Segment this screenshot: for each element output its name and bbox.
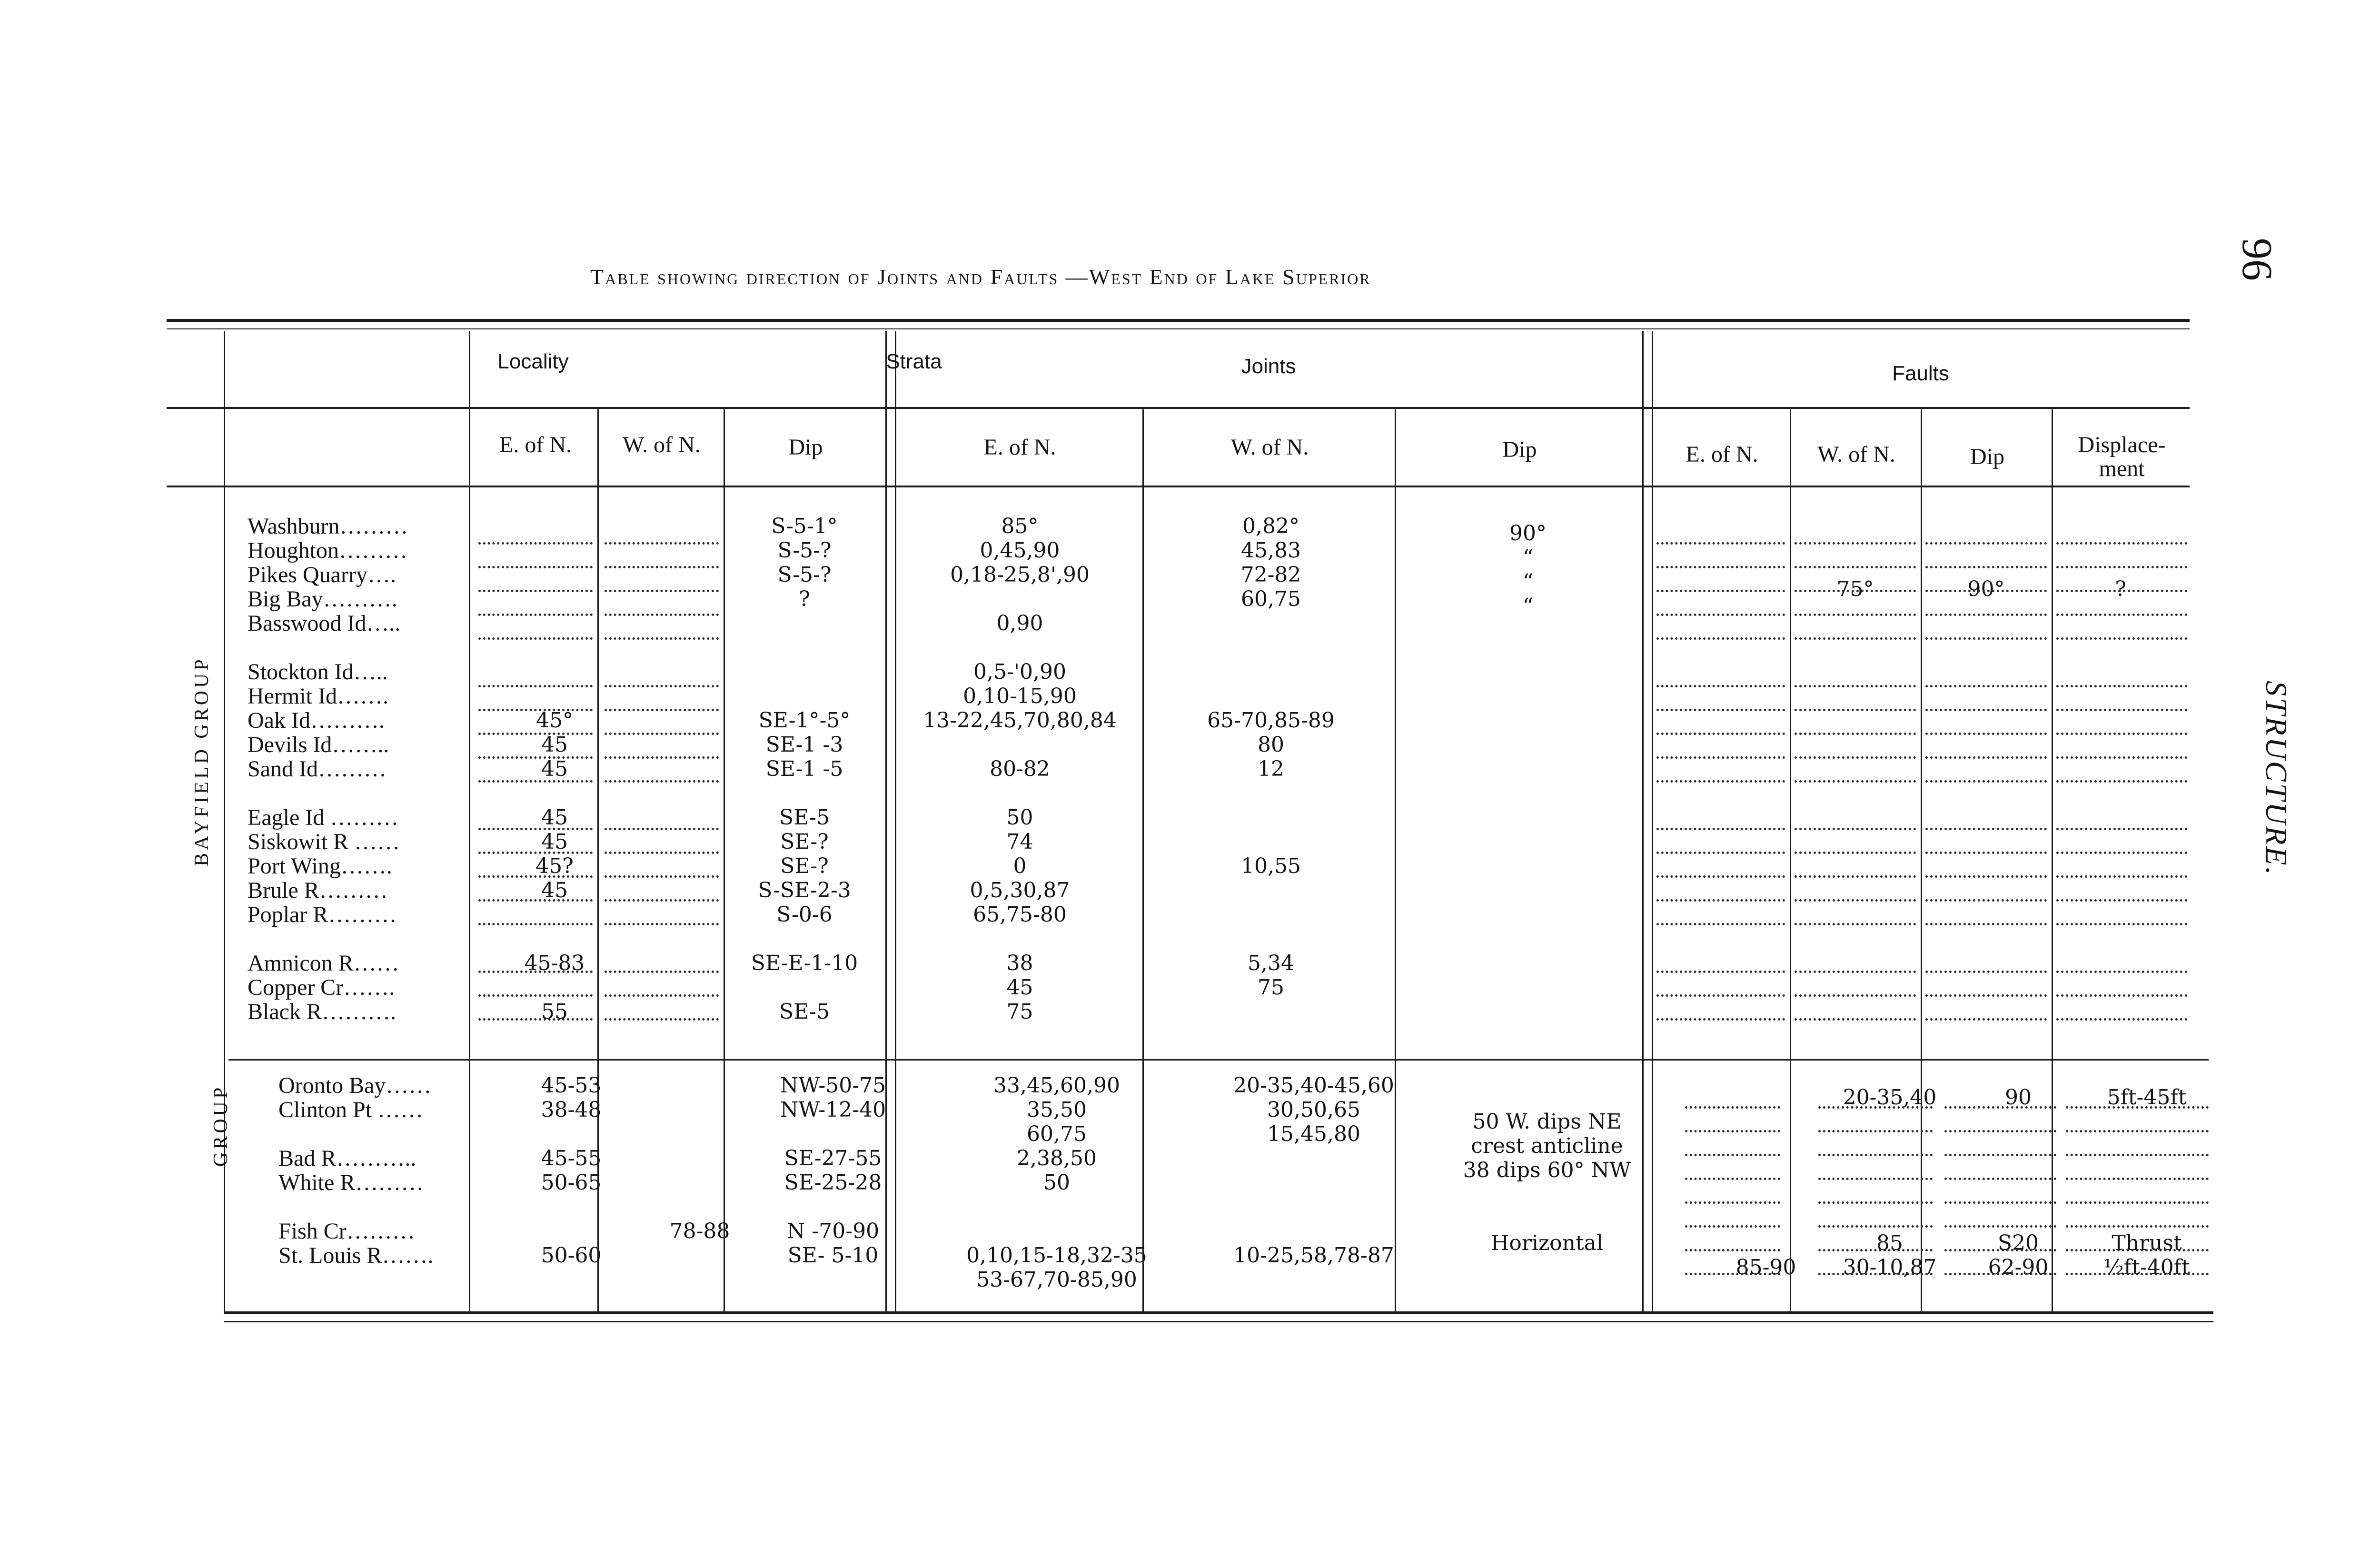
leader-dots-row (1944, 1249, 2056, 1251)
leader-dots-row (1925, 733, 2047, 735)
leader-dots-row (478, 614, 593, 616)
leader-dots-row (605, 923, 719, 925)
leader-dots-row (1656, 542, 1785, 545)
second-group-displacement: 5ft-45ft Thrust ½ft-40ft (2103, 1085, 2190, 1279)
leader-dots-row (1795, 923, 1916, 925)
leader-dots-row (478, 709, 593, 711)
leader-dots-row (2056, 590, 2187, 592)
leader-dots-row (1795, 542, 1916, 545)
leader-dots-row (1925, 566, 2047, 568)
leader-dots-row (1656, 899, 1785, 902)
leader-dots-row (1925, 614, 2047, 616)
leader-dots-row (1925, 542, 2047, 545)
leader-dots-row (1685, 1178, 1780, 1180)
group-divider-rule (228, 1059, 2209, 1061)
leader-dots-row (1795, 1018, 1916, 1021)
bayfield-faults-dip: 90° (1967, 577, 2005, 601)
leader-dots-row (1818, 1225, 1933, 1228)
leader-dots-row (478, 1018, 593, 1021)
leader-dots-row (478, 899, 593, 902)
leader-dots-row (605, 971, 719, 973)
leader-dots-row (1795, 828, 1916, 830)
leader-dots-row (605, 1018, 719, 1021)
leader-dots-row (1656, 1018, 1785, 1021)
bayfield-displacement: ? (2115, 577, 2126, 601)
leader-dots-row (605, 709, 719, 711)
group-label-bayfield: BAYFIELD GROUP (191, 656, 213, 867)
second-group-strata-dip: NW-50-75 NW-12-40 SE-27-55 SE-25-28 N -70-90 SE- 5-10 (780, 1073, 886, 1268)
leader-dots-row (1685, 1249, 1780, 1251)
subheader-faults-dip: Dip (1970, 444, 2004, 469)
second-group-localities: Oronto Bay…… Clinton Pt …… Bad R……….. White R……… Fish Cr……… St. Louis R……. (278, 1073, 434, 1268)
header-strata: Strata (886, 350, 942, 373)
top-rule-inner (167, 328, 2190, 329)
leader-dots-row (1656, 875, 1785, 878)
leader-dots-row (605, 637, 719, 640)
leader-dots-row (1925, 899, 2047, 902)
leader-dots-row (2056, 756, 2187, 759)
subheader-strata-w: W. of N. (623, 432, 701, 457)
header-locality: Locality (497, 350, 569, 373)
leader-dots-row (1944, 1201, 2056, 1204)
bayfield-strata-dip: S-5-1° S-5-? S-5-? ? SE-1°-5° SE-1 -3 SE-1 -5 SE-5 SE-? SE-? S-SE-2-3 S-0-6 SE-E-1-10 SE-5 (751, 514, 858, 1024)
leader-dots-row (1818, 1273, 1933, 1275)
leader-dots-row (1818, 1106, 1933, 1109)
leader-dots-row (2056, 566, 2187, 568)
leader-dots-row (605, 852, 719, 854)
top-rule (167, 319, 2190, 322)
bayfield-joints-e: 85° 0,45,90 0,18-25,8',90 0,90 0,5-'0,90 0,10-15,90 13-22,45,70,80,84 80-82 50 74 0 0,5,30,87 65,75-80 38 45 75 (923, 514, 1117, 1024)
leader-dots-row (2066, 1225, 2209, 1228)
leader-dots-row (1818, 1130, 1933, 1132)
leader-dots-row (2066, 1178, 2209, 1180)
leader-dots-row (2066, 1106, 2209, 1109)
leader-dots-row (1656, 709, 1785, 711)
second-group-strata-e: 45-53 38-48 45-55 50-65 50-60 (541, 1073, 602, 1268)
leader-dots-row (478, 637, 593, 640)
leader-dots-row (1795, 971, 1916, 973)
bayfield-faults-w: 75° (1836, 577, 1874, 601)
header-joints: Joints (1241, 355, 1296, 378)
leader-dots-row (1656, 733, 1785, 735)
leader-dots-row (1795, 780, 1916, 783)
leader-dots-row (2066, 1249, 2209, 1251)
leader-dots-row (1656, 590, 1785, 592)
leader-dots-row (605, 828, 719, 830)
bottom-rule-inner (224, 1321, 2213, 1322)
leader-dots-row (605, 566, 719, 568)
leader-dots-row (1944, 1273, 2056, 1275)
leader-dots-row (1656, 614, 1785, 616)
leader-dots-row (605, 899, 719, 902)
leader-dots-row (1685, 1106, 1780, 1109)
leader-dots-row (1795, 733, 1916, 735)
leader-dots-row (478, 756, 593, 759)
leader-dots-row (1795, 590, 1916, 592)
leader-dots-row (1925, 994, 2047, 997)
leader-dots-row (2056, 709, 2187, 711)
second-group-faults-e: 85-90 (1735, 1255, 1796, 1279)
leader-dots-row (478, 828, 593, 830)
leader-dots-row (2056, 733, 2187, 735)
leader-dots-row (1925, 685, 2047, 687)
bayfield-joints-w: 0,82° 45,83 72-82 60,75 65-70,85-89 80 12 10,55 5,34 75 (1207, 514, 1335, 1000)
leader-dots-row (1795, 637, 1916, 640)
bayfield-joints-dip: 90° “ “ “ (1509, 521, 1547, 618)
leader-dots-row (1656, 923, 1785, 925)
leader-dots-row (1656, 637, 1785, 640)
subheader-joints-e: E. of N. (983, 435, 1056, 460)
leader-dots-row (1656, 756, 1785, 759)
leader-dots-row (478, 566, 593, 568)
leader-dots-row (2056, 614, 2187, 616)
bottom-rule (224, 1311, 2213, 1314)
leader-dots-row (1944, 1106, 2056, 1109)
leader-dots-row (1925, 971, 2047, 973)
leader-dots-row (1795, 566, 1916, 568)
leader-dots-row (1944, 1154, 2056, 1156)
leader-dots-row (1925, 709, 2047, 711)
leader-dots-row (1925, 852, 2047, 854)
leader-dots-row (478, 590, 593, 592)
leader-dots-row (478, 780, 593, 783)
leader-dots-row (2056, 780, 2187, 783)
leader-dots-row (2056, 1018, 2187, 1021)
leader-dots-row (1925, 780, 2047, 783)
leader-dots-row (1685, 1225, 1780, 1228)
header-faults: Faults (1892, 362, 1949, 385)
leader-dots-row (2066, 1201, 2209, 1204)
leader-dots-row (2056, 923, 2187, 925)
leader-dots-row (478, 994, 593, 997)
leader-dots-row (1685, 1273, 1780, 1275)
leader-dots-row (1925, 875, 2047, 878)
leader-dots-row (478, 971, 593, 973)
leader-dots-row (2056, 971, 2187, 973)
leader-dots-row (1925, 923, 2047, 925)
leader-dots-row (1656, 971, 1785, 973)
leader-dots-row (1944, 1225, 2056, 1228)
subheader-displacement: Displace- ment (2078, 432, 2166, 481)
leader-dots-row (1795, 994, 1916, 997)
leader-dots-row (1818, 1154, 1933, 1156)
leader-dots-row (605, 614, 719, 616)
subheader-faults-w: W. of N. (1817, 442, 1895, 467)
second-group-joints-dip: 50 W. dips NE crest anticline 38 dips 60° NW Horizontal (1463, 1110, 1631, 1255)
second-group-faults-dip: 90 S20 62-90 (1988, 1085, 2049, 1279)
leader-dots-row (1925, 1018, 2047, 1021)
leader-dots-row (1944, 1178, 2056, 1180)
leader-dots-row (1795, 614, 1916, 616)
leader-dots-row (605, 542, 719, 545)
subheader-strata-dip: Dip (788, 435, 823, 460)
leader-dots-row (2066, 1130, 2209, 1132)
leader-dots-row (2056, 542, 2187, 545)
leader-dots-row (1795, 685, 1916, 687)
leader-dots-row (1795, 899, 1916, 902)
leader-dots-row (2056, 875, 2187, 878)
running-head: STRUCTURE. (2260, 681, 2293, 877)
leader-dots-row (1818, 1178, 1933, 1180)
second-group-strata-w: 78-88 (669, 1219, 730, 1243)
second-group-joints-e: 33,45,60,90 35,50 60,75 2,38,50 50 0,10,15-18,32-35 53-67,70-85,90 (966, 1073, 1147, 1292)
group-label-second: GROUP (210, 1084, 232, 1167)
bayfield-localities: Washburn……… Houghton……… Pikes Quarry…. Big Bay………. Basswood Id….. Stockton Id….. Hermit Id……. Oak Id………. Devils Id…….. Sand Id……… Eagle Id ……… Siskowit R …… Port Wing……. Brule R……… Poplar R……… Amnicon R…… Copper Cr……. Black R………. (248, 514, 408, 1024)
second-group-joints-w: 20-35,40-45,60 30,50,65 15,45,80 10-25,58,78-87 (1233, 1073, 1394, 1268)
leader-dots-row (1925, 828, 2047, 830)
subheader-strata-e: E. of N. (499, 432, 572, 457)
leader-dots-row (1818, 1249, 1933, 1251)
leader-dots-row (2056, 899, 2187, 902)
leader-dots-row (1818, 1201, 1933, 1204)
leader-dots-row (2056, 637, 2187, 640)
leader-dots-row (1795, 756, 1916, 759)
leader-dots-row (605, 733, 719, 735)
leader-dots-row (2056, 994, 2187, 997)
leader-dots-row (1795, 709, 1916, 711)
leader-dots-row (1656, 994, 1785, 997)
leader-dots-row (478, 923, 593, 925)
second-group-faults-w: 20-35,40 85 30-10,87 (1843, 1085, 1937, 1279)
bayfield-strata-e: 45° 45 45 45 45 45? 45 45-83 55 (524, 708, 585, 1024)
leader-dots-row (605, 685, 719, 687)
leader-dots-row (478, 852, 593, 854)
leader-dots-row (1656, 852, 1785, 854)
leader-dots-row (1656, 685, 1785, 687)
leader-dots-row (605, 590, 719, 592)
leader-dots-row (605, 756, 719, 759)
leader-dots-row (1795, 875, 1916, 878)
leader-dots-row (478, 875, 593, 878)
leader-dots-row (1944, 1130, 2056, 1132)
leader-dots-row (1685, 1201, 1780, 1204)
leader-dots-row (605, 994, 719, 997)
page-number: 96 (2233, 238, 2281, 281)
page-title: Table showing direction of Joints and Faults —West End of Lake Superior (590, 265, 1371, 289)
leader-dots-row (478, 733, 593, 735)
leader-dots-row (1656, 828, 1785, 830)
leader-dots-row (605, 875, 719, 878)
subheader-joints-w: W. of N. (1230, 435, 1309, 460)
leader-dots-row (2056, 685, 2187, 687)
leader-dots-row (1656, 566, 1785, 568)
leader-dots-row (2066, 1273, 2209, 1275)
leader-dots-row (2056, 828, 2187, 830)
leader-dots-row (1685, 1154, 1780, 1156)
subheader-faults-e: E. of N. (1686, 442, 1758, 467)
leader-dots-row (1685, 1130, 1780, 1132)
subheader-joints-dip: Dip (1502, 437, 1537, 462)
leader-dots-row (1925, 637, 2047, 640)
leader-dots-row (1656, 780, 1785, 783)
leader-dots-row (2056, 852, 2187, 854)
leader-dots-row (1925, 590, 2047, 592)
leader-dots-row (478, 685, 593, 687)
leader-dots-row (1795, 852, 1916, 854)
leader-dots-row (605, 780, 719, 783)
leader-dots-row (1925, 756, 2047, 759)
leader-dots-row (2066, 1154, 2209, 1156)
leader-dots-row (478, 542, 593, 545)
